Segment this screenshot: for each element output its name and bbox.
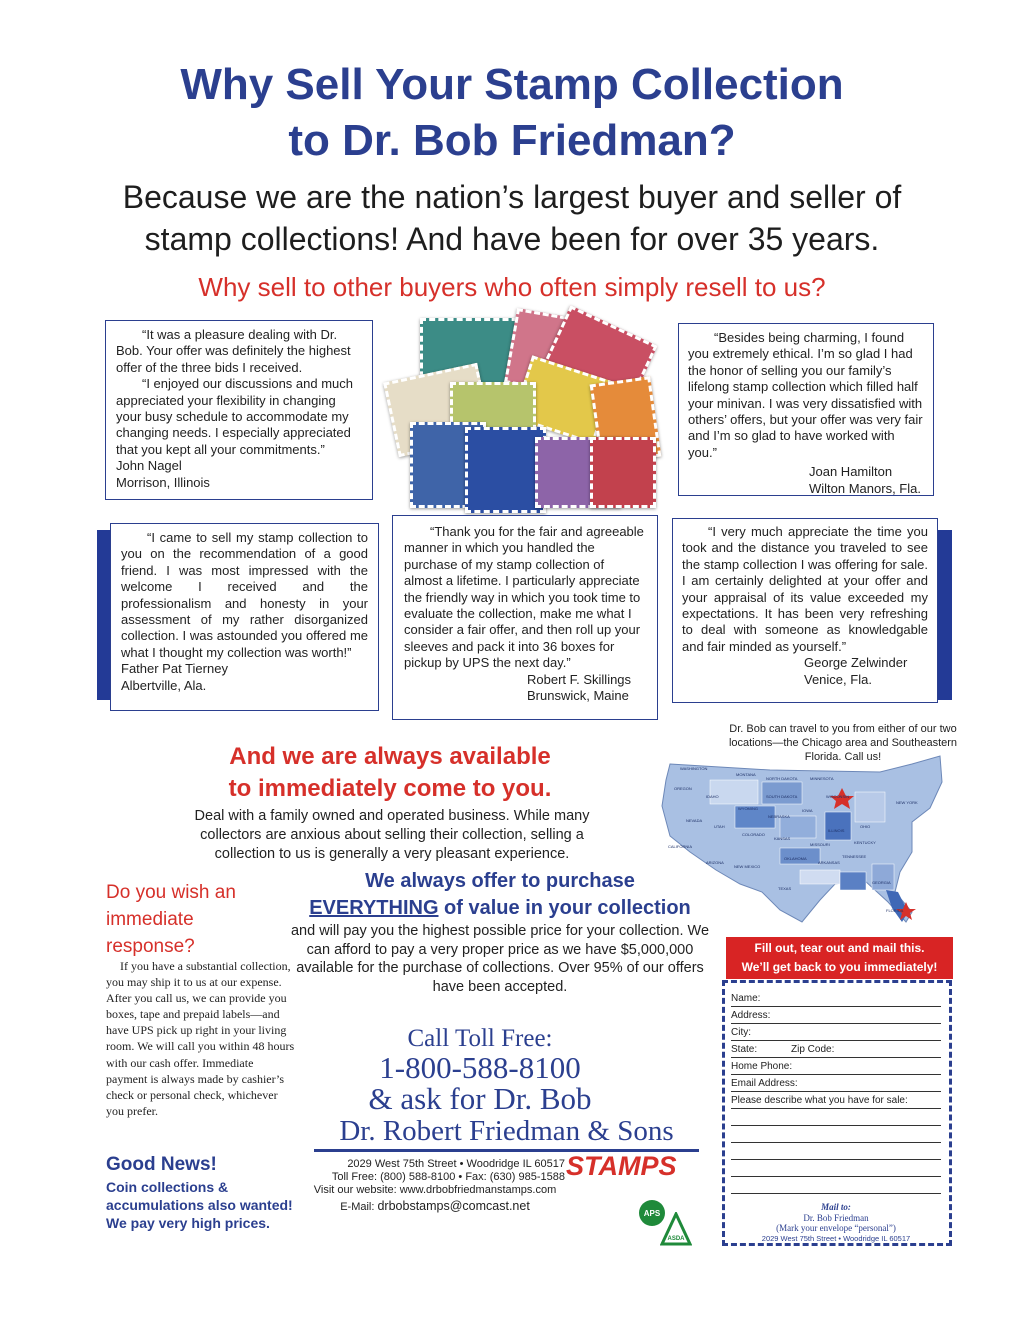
- testimonial-hamilton: [678, 323, 934, 496]
- form-describe-line[interactable]: [731, 1110, 941, 1126]
- good-news-body: [106, 1178, 293, 1232]
- map-state-label: UTAH: [714, 824, 725, 829]
- map-state-label: MINNESOTA: [810, 776, 834, 781]
- testimonial-skillings: [392, 515, 658, 720]
- map-state-label: CALIFORNIA: [668, 844, 693, 849]
- immediate-body: If you have a substantial collection, you may ship it to us at our expense. After you call us, we can provide you boxes, tape and prepaid labels—and have UPS pick up right in your living room. We will call you within 48 hours with our cash offer. Immediate payment is always made by cashier’s check or personal check, whichever you prefer.: [106, 959, 295, 1118]
- map-state-label: TENNESSEE: [842, 854, 867, 859]
- immediate-heading: [106, 879, 236, 960]
- decorative-bar-right: [938, 530, 952, 700]
- form-header: [726, 937, 953, 979]
- contact-address: 2029 West 75th Street • Woodridge IL 60517: [347, 1158, 565, 1170]
- map-state-label: IDAHO: [706, 794, 719, 799]
- testimonial-text: “Besides being charming, I found you extremely ethical. I’m so glad I had the honor of selling you our family’s lifelong stamp collection which filled half your minivan. I was very dissatisfied with others’ offers, but your offer was very fair and I’m so glad to have worked with you.”: [688, 330, 923, 460]
- form-name-field[interactable]: Name:: [731, 991, 941, 1007]
- map-state-label: ILLINOIS: [828, 828, 845, 833]
- map-state-label: KENTUCKY: [854, 840, 876, 845]
- map-state-label: OKLAHOMA: [784, 856, 807, 861]
- testimonial-text: “I came to sell my stamp collection to you on the recommendation of a good friend. I was most impressed with the welcome I received and the professionalism and honesty in your assessment of my rather disorganized collection. I was astounded you offered me what I thought my collection was worth!”: [121, 530, 368, 660]
- subtitle-line2: stamp collections! And have been for over 35 years.: [144, 221, 880, 257]
- map-state-label: COLORADO: [742, 832, 765, 837]
- form-mail-to-label: Mail to:: [821, 1202, 851, 1212]
- call-phone-number[interactable]: 1-800-588-8100: [379, 1050, 581, 1085]
- form-describe-line[interactable]: [731, 1144, 941, 1160]
- offer-heading-line2: [280, 897, 720, 920]
- immediate-heading-line1: Do you wish an: [106, 882, 236, 903]
- map-state-label: WISCONSIN: [826, 794, 850, 799]
- testimonial-place: Brunswick, Maine: [527, 688, 629, 704]
- testimonial-text: “Thank you for the fair and agreeable manner in which you handled the purchase of my stamp collection of almost a lifetime. I particularly appreciate the friendly way in which you took time to evaluate the collection, make me what I consider a fair offer, and then roll up your sleeves and pack it into 36 boxes for pickup by UPS the next day.”: [404, 524, 644, 671]
- testimonial-place: Albertville, Ala.: [121, 677, 207, 693]
- map-state-label: IOWA: [802, 808, 813, 813]
- mail-in-form: [722, 980, 952, 1246]
- form-mail-address: 2029 West 75th Street • Woodridge IL 60517: [761, 1233, 911, 1243]
- subtitle-line1: Because we are the nation’s largest buyer and seller of: [122, 179, 902, 215]
- testimonial-name: George Zelwinder: [804, 655, 908, 671]
- form-header-line2: We’ll get back to you immediately!: [741, 960, 938, 974]
- form-mail-name: Dr. Bob Friedman: [803, 1212, 869, 1223]
- asda-logo-text: ASDA: [667, 1236, 685, 1242]
- map-caption: Dr. Bob can travel to you from either of our two locations—the Chicago area and Southeastern Florida. Call us!: [728, 723, 958, 763]
- offer-heading-rest: of value in your collection: [438, 897, 691, 919]
- map-state-label: FLORIDA: [886, 908, 904, 913]
- map-state-label: OHIO: [860, 824, 871, 829]
- testimonial-name: Robert F. Skillings: [527, 671, 632, 687]
- map-state-label: MISSOURI: [810, 842, 830, 847]
- testimonial-name: Joan Hamilton: [809, 464, 893, 480]
- map-state-label: WASHINGTON: [680, 766, 708, 771]
- form-city-field[interactable]: City:: [731, 1025, 941, 1041]
- map-state-label: NEW YORK: [896, 800, 918, 805]
- form-phone-field[interactable]: Home Phone:: [731, 1059, 941, 1075]
- contact-email[interactable]: drbobstamps@comcast.net: [377, 1199, 530, 1213]
- testimonial-text: “I very much appreciate the time you took and the distance you traveled to see the stamp collection I was offering for sale. I am certainly delighted at your offer and your appraisal of its value exceeded my expectations. It has been very refreshing to deal with someone as knowledgable and fair minded as yourself.”: [682, 524, 928, 654]
- map-state-label: NEW MEXICO: [734, 864, 761, 869]
- testimonial-text: “It was a pleasure dealing with Dr. Bob. Your offer was definitely the highest offer of the three bids I received.: [116, 327, 351, 375]
- form-describe-line[interactable]: [731, 1127, 941, 1143]
- available-heading-line1: And we are always available: [229, 743, 551, 770]
- map-state-label: SOUTH DAKOTA: [766, 794, 798, 799]
- form-mail-to: [731, 1202, 941, 1244]
- form-header-line1: Fill out, tear out and mail this.: [754, 941, 925, 955]
- immediate-heading-line3: response?: [106, 936, 195, 957]
- contact-email-row: [305, 1199, 565, 1213]
- testimonial-tierney: [110, 523, 379, 711]
- form-state-zip-row: [731, 1042, 941, 1058]
- immediate-heading-line2: immediate: [106, 909, 194, 930]
- map-state-label: MONTANA: [736, 772, 756, 777]
- map-state-label: OREGON: [674, 786, 692, 791]
- contact-website[interactable]: Visit our website: www.drbobfriedmanstamps.com: [313, 1184, 557, 1196]
- map-state-label: NORTH DAKOTA: [766, 776, 798, 781]
- offer-everything: EVERYTHING: [309, 897, 439, 919]
- form-email-field[interactable]: Email Address:: [731, 1076, 941, 1092]
- good-news-heading: Good News!: [106, 1154, 217, 1175]
- map-state-label: TEXAS: [778, 886, 792, 891]
- form-describe-line[interactable]: [731, 1161, 941, 1177]
- offer-body: and will pay you the highest possible price for your collection. We can afford to pay a very proper price as we have $5,000,000 available for the purchase of collections. Over 95% of our offers have been accepted.: [290, 923, 710, 995]
- map-state-label: GEORGIA: [872, 880, 891, 885]
- testimonial-zelwinder: [672, 518, 938, 703]
- decorative-bar-left: [97, 530, 111, 700]
- form-mail-note: (Mark your envelope “personal”): [776, 1223, 896, 1233]
- form-address-field[interactable]: Address:: [731, 1008, 941, 1024]
- form-state-field[interactable]: State:: [731, 1044, 758, 1055]
- testimonial-text: “I enjoyed our discussions and much appreciated your flexibility in changing your busy schedule to accommodate my changing needs. I especially appreciated that you kept all your commitments.”: [116, 376, 354, 457]
- map-state-label: NEVADA: [686, 818, 703, 823]
- good-news-line1: Coin collections &: [106, 1179, 229, 1195]
- testimonial-name: Father Pat Tierney: [121, 661, 228, 677]
- form-describe-line[interactable]: [731, 1178, 941, 1194]
- aps-logo-text: APS: [643, 1209, 661, 1218]
- page-title-line2: to Dr. Bob Friedman?: [288, 116, 736, 165]
- available-heading-line2: to immediately come to you.: [228, 775, 552, 802]
- contact-email-label: E-Mail:: [340, 1201, 378, 1213]
- call-toll-free: Call Toll Free:: [407, 1025, 553, 1052]
- good-news-line2: accumulations also wanted!: [106, 1197, 293, 1213]
- testimonial-place: Venice, Fla.: [804, 671, 872, 687]
- testimonial-place: Morrison, Illinois: [116, 474, 210, 490]
- map-state-label: ARIZONA: [706, 860, 724, 865]
- good-news-line3: We pay very high prices.: [106, 1215, 270, 1231]
- company-name: Dr. Robert Friedman & Sons: [314, 1115, 699, 1152]
- stamps-wordmark: STAMPS: [566, 1151, 677, 1181]
- asda-logo-icon: [660, 1212, 692, 1246]
- testimonial-place: Wilton Manors, Fla.: [809, 480, 921, 496]
- map-state-label: ARKANSAS: [818, 860, 840, 865]
- page-title-line1: Why Sell Your Stamp Collection: [180, 60, 844, 109]
- stamp-collage-image: [390, 312, 660, 512]
- map-state-label: WYOMING: [738, 806, 758, 811]
- call-ask-for: & ask for Dr. Bob: [368, 1081, 592, 1116]
- red-question: Why sell to other buyers who often simply resell to us?: [198, 272, 826, 302]
- map-state-label: KANSAS: [774, 836, 791, 841]
- testimonial-name: John Nagel: [116, 458, 182, 474]
- available-body: Deal with a family owned and operated business. While many collectors are anxious about selling their collection, selling a collection to us is generally a very pleasant experience.: [194, 808, 590, 862]
- form-describe-field[interactable]: Please describe what you have for sale:: [731, 1093, 941, 1109]
- form-zip-field[interactable]: Zip Code:: [791, 1044, 835, 1055]
- offer-heading-line1: We always offer to purchase: [365, 870, 635, 892]
- map-state-label: NEBRASKA: [768, 814, 790, 819]
- testimonial-nagel: [105, 320, 373, 500]
- contact-phones: Toll Free: (800) 588-8100 • Fax: (630) 985-1588: [331, 1171, 565, 1183]
